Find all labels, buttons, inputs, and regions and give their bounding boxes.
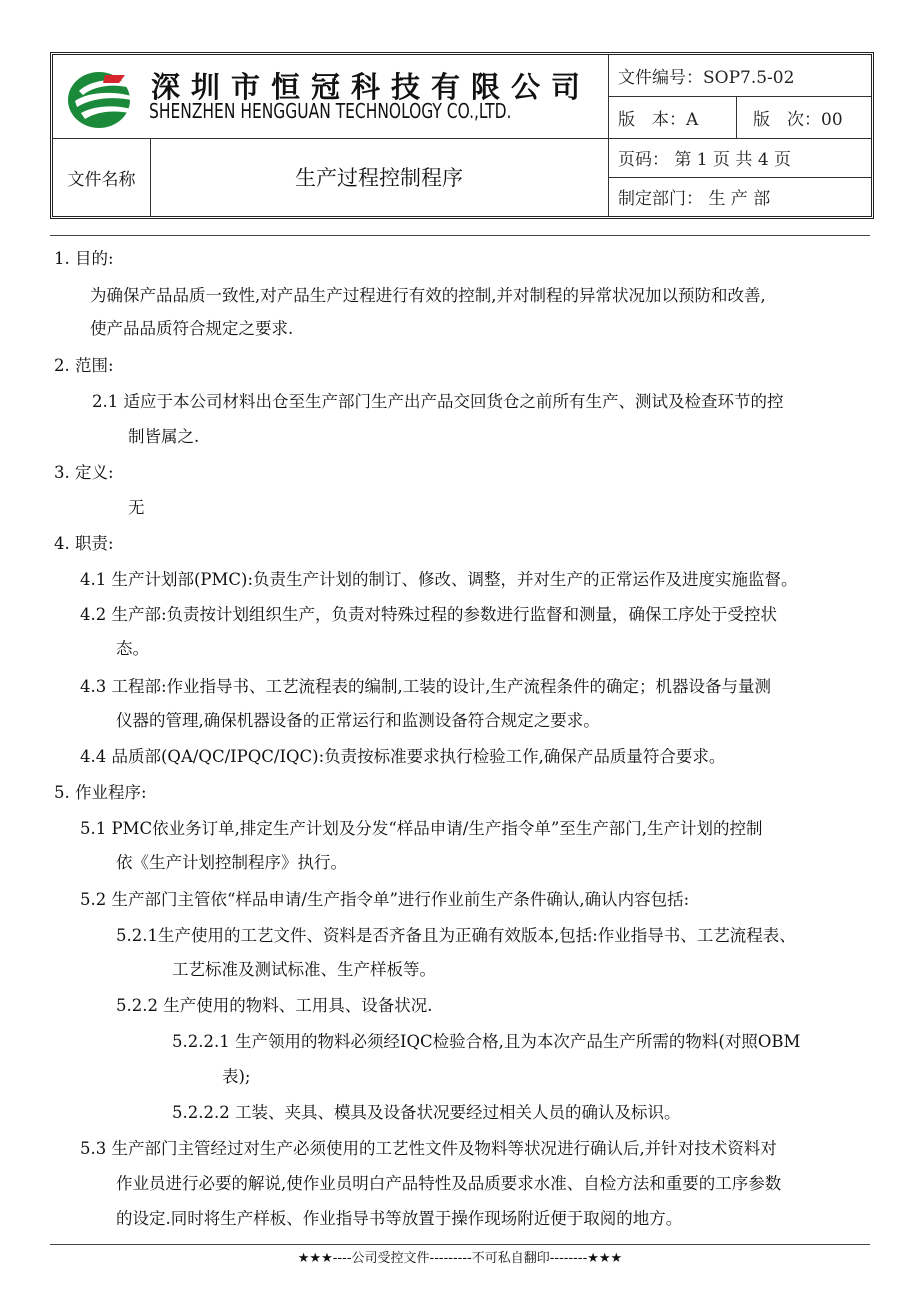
paragraph-line: 表); bbox=[222, 1067, 251, 1086]
issuing-department: 制定部门： 生 产 部 bbox=[618, 189, 771, 209]
paragraph-line: 4.3 工程部:作业指导书、工艺流程表的编制,工装的设计,生产流程条件的确定；机器设备与量测 bbox=[80, 677, 772, 696]
paragraph-line: 5.1 PMC依业务订单,排定生产计划及分发“样品申请/生产指令单”至生产部门,生产计划的控制 bbox=[80, 819, 763, 838]
paragraph-line: 5.2.2.2 工装、夹具、模具及设备状况要经过相关人员的确认及标识。 bbox=[172, 1103, 681, 1122]
section-heading: 3. 定义: bbox=[54, 463, 114, 482]
paragraph-line: 无 bbox=[128, 498, 145, 517]
paragraph-line: 为确保产品品质一致性,对产品生产过程进行有效的控制,并对制程的异常状况加以预防和改善, bbox=[90, 286, 766, 305]
paragraph-line: 4.2 生产部:负责按计划组织生产，负责对特殊过程的参数进行监督和测量，确保工序处于受控状 bbox=[80, 605, 778, 624]
document-number: 文件编号：SOP7.5-02 bbox=[618, 68, 795, 88]
paragraph-line: 5.2.2.1 生产领用的物料必须经IQC检验合格,且为本次产品生产所需的物料(对照OBM bbox=[172, 1032, 801, 1051]
paragraph-line: 作业员进行必要的解说,使作业员明白产品特性及品质要求水准、自检方法和重要的工序参数 bbox=[116, 1174, 782, 1193]
paragraph-line: 4.1 生产计划部(PMC):负责生产计划的制订、修改、调整，并对生产的正常运作及进度实施监督。 bbox=[80, 570, 798, 589]
section-heading: 4. 职责: bbox=[54, 534, 114, 553]
header-separator-line bbox=[50, 235, 870, 236]
company-logo-icon bbox=[65, 67, 137, 131]
paragraph-line: 仪器的管理,确保机器设备的正常运行和监测设备符合规定之要求。 bbox=[116, 711, 600, 730]
header-col-divider-main bbox=[608, 55, 609, 216]
paragraph-line: 5.3 生产部门主管经过对生产必须使用的工艺性文件及物料等状况进行确认后,并针对技术资料对 bbox=[80, 1139, 777, 1158]
paragraph-line: 依《生产计划控制程序》执行。 bbox=[116, 853, 347, 872]
paragraph-line: 的设定.同时将生产样板、作业指导书等放置于操作现场附近便于取阅的地方。 bbox=[116, 1209, 683, 1228]
paragraph-line: 2.1 适应于本公司材料出仓至生产部门生产出产品交回货仓之前所有生产、测试及检查环节的控 bbox=[92, 392, 784, 411]
document-name: 生产过程控制程序 bbox=[295, 166, 463, 190]
document-revision: 版 次：00 bbox=[753, 109, 843, 130]
footer-separator-line bbox=[50, 1244, 870, 1245]
controlled-document-footer: ★★★----公司受控文件---------不可私自翻印--------★★★ bbox=[297, 1251, 623, 1266]
section-heading: 5. 作业程序: bbox=[54, 783, 147, 802]
paragraph-line: 态。 bbox=[116, 639, 149, 658]
section-heading: 2. 范围: bbox=[54, 356, 114, 375]
paragraph-line: 工艺标准及测试标准、生产样板等。 bbox=[172, 960, 436, 979]
paragraph-line: 5.2.2 生产使用的物料、工用具、设备状况. bbox=[116, 996, 433, 1015]
paragraph-line: 使产品品质符合规定之要求. bbox=[90, 319, 294, 338]
document-version: 版 本：A bbox=[618, 109, 699, 130]
page-number: 页码： 第 1 页 共 4 页 bbox=[618, 150, 792, 170]
company-name-chinese: 深圳市恒冠科技有限公司 bbox=[151, 70, 592, 104]
section-heading: 1. 目的: bbox=[54, 249, 114, 268]
company-name-english: SHENZHEN HENGGUAN TECHNOLOGY CO.,LTD. bbox=[149, 99, 512, 123]
document-header-table bbox=[50, 52, 874, 219]
document-name-label: 文件名称 bbox=[67, 169, 136, 190]
paragraph-line: 5.2.1生产使用的工艺文件、资料是否齐备且为正确有效版本,包括:作业指导书、工艺流程表、 bbox=[116, 926, 796, 945]
header-version-divider bbox=[736, 96, 737, 138]
paragraph-line: 5.2 生产部门主管依“样品申请/生产指令单”进行作业前生产条件确认,确认内容包括: bbox=[80, 890, 690, 909]
paragraph-line: 制皆属之. bbox=[128, 427, 200, 446]
paragraph-line: 4.4 品质部(QA/QC/IPQC/IQC):负责按标准要求执行检验工作,确保产品质量符合要求。 bbox=[80, 747, 726, 766]
